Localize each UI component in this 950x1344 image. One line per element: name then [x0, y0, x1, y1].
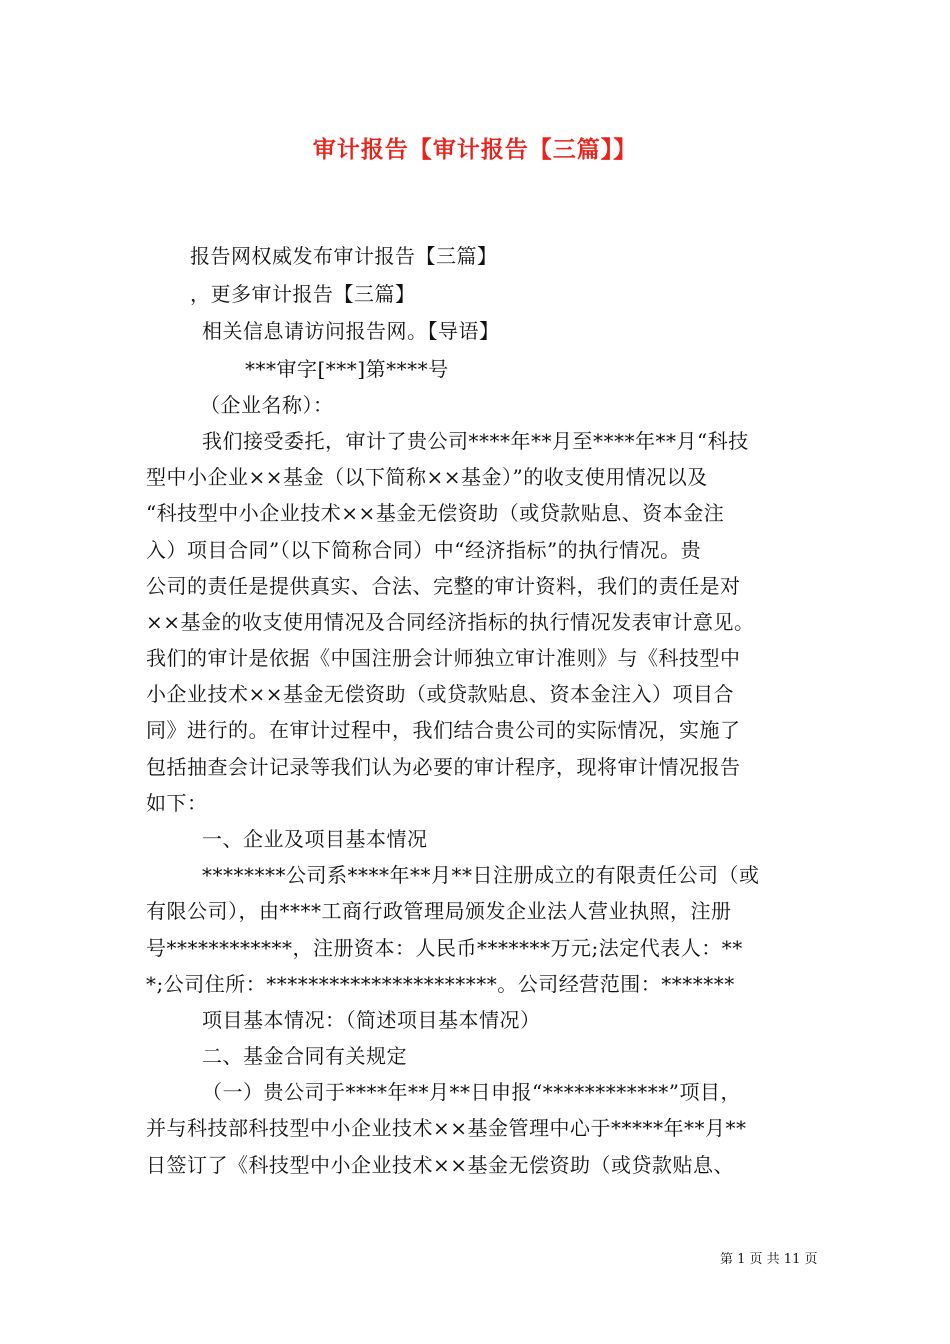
paragraph-line: ，更多审计报告【三篇】: [190, 282, 416, 306]
paragraph-line: 同》进行的。在审计过程中，我们结合贵公司的实际情况，实施了: [146, 718, 741, 742]
document-title: 审计报告【审计报告【三篇】】: [312, 136, 638, 163]
paragraph-line: 如下：: [146, 791, 208, 815]
paragraph-line: （企业名称）：: [200, 393, 334, 417]
page-number: 第 1 页 共 11 页: [720, 1252, 818, 1267]
paragraph-line: （一）贵公司于****年**月**日申报“************”项目，: [202, 1080, 741, 1104]
paragraph-line: 相关信息请访问报告网。【导语】: [202, 319, 500, 343]
paragraph-line: 公司的责任是提供真实、合法、完整的审计资料，我们的责任是对: [146, 574, 741, 598]
paragraph-line: 包括抽查会计记录等我们认为必要的审计程序，现将审计情况报告: [146, 755, 741, 779]
paragraph-line: ***审字[***]第****号: [245, 357, 449, 381]
paragraph-line: ********公司系****年**月**日注册成立的有限责任公司（或: [202, 863, 760, 887]
paragraph-line: 号************，注册资本：人民币*******万元;法定代表人：**: [146, 936, 743, 960]
paragraph-line: 有限公司），由****工商行政管理局颁发企业法人营业执照，注册: [146, 899, 732, 923]
paragraph-line: 型中小企业××基金（以下简称××基金）”的收支使用情况以及: [146, 465, 708, 489]
paragraph-line: *;公司住所：**********************。公司经营范围：*******: [146, 972, 735, 996]
paragraph-line: 项目基本情况：（简述项目基本情况）: [202, 1008, 541, 1032]
paragraph-line: ××基金的收支使用情况及合同经济指标的执行情况发表审计意见。: [146, 610, 755, 634]
paragraph-line: 我们接受委托，审计了贵公司****年**月至****年**月“科技: [202, 429, 749, 453]
paragraph-line: 我们的审计是依据《中国注册会计师独立审计准则》与《科技型中: [146, 646, 741, 670]
paragraph-line: “科技型中小企业技术××基金无偿资助（或贷款贴息、资本金注: [146, 501, 725, 525]
section-heading: 二、基金合同有关规定: [202, 1044, 407, 1068]
paragraph-line: 入）项目合同”（以下简称合同）中“经济指标”的执行情况。贵: [146, 538, 702, 562]
paragraph-line: 小企业技术××基金无偿资助（或贷款贴息、资本金注入）项目合: [146, 682, 735, 706]
section-heading: 一、企业及项目基本情况: [202, 827, 428, 851]
paragraph-line: 日签订了《科技型中小企业技术××基金无偿资助（或贷款贴息、: [146, 1153, 735, 1177]
paragraph-line: 报告网权威发布审计报告【三篇】: [190, 244, 498, 268]
paragraph-line: 并与科技部科技型中小企业技术××基金管理中心于*****年**月**: [146, 1116, 747, 1140]
